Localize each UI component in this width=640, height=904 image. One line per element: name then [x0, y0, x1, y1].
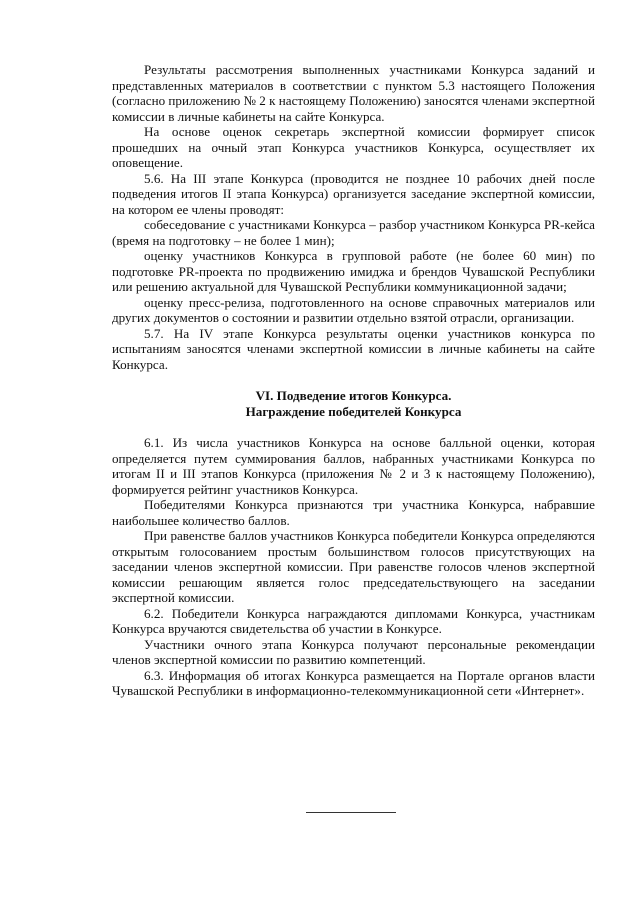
paragraph-stage-4: 5.7. На IV этапе Конкурса результаты оценки участников конкурса по испытаниям заносятся членами экспертной комиссии в личные кабинеты на сайте Конкурса.: [112, 325, 595, 372]
section-heading-line1: VI. Подведение итогов Конкурса.: [255, 388, 452, 403]
paragraph-diplomas: 6.2. Победители Конкурса награждаются дипломами Конкурса, участникам Конкурса вручаются свидетельства об участии в Конкурсе.: [112, 605, 595, 636]
paragraph-rating: 6.1. Из числа участников Конкурса на основе балльной оценки, которая определяется путем суммирования баллов, набранных участниками Конкурса по итогам II и III этапов Конкурса (приложения № 2 и 3 к настоящему Положению), формируется рейтинг участников Конкурса.: [112, 435, 595, 497]
paragraph-winners: Победителями Конкурса признаются три участника Конкурса, набравшие наибольшее количество баллов.: [112, 497, 595, 528]
section-heading: [112, 388, 595, 419]
paragraph-press-release: оценку пресс-релиза, подготовленного на основе справочных материалов или других документов о состоянии и развитии отдельно взятой отрасли, организации.: [112, 294, 595, 325]
paragraph-interview: собеседование с участниками Конкурса – разбор участником Конкурса PR-кейса (время на подготовку – не более 1 мин);: [112, 217, 595, 248]
end-divider-line: [306, 812, 396, 813]
paragraph-secretary-list: На основе оценок секретарь экспертной комиссии формирует список прошедших на очный этап Конкурса участников Конкурса, осуществляет их оповещение.: [112, 124, 595, 170]
paragraph-stage-3: 5.6. На III этапе Конкурса (проводится не позднее 10 рабочих дней после подведения итогов II этапа Конкурса) организуется заседание экспертной комиссии, на котором ее члены проводят:: [112, 170, 595, 217]
paragraph-recommendations: Участники очного этапа Конкурса получают персональные рекомендации членов экспертной комиссии по развитию компетенций.: [112, 636, 595, 667]
paragraph-review-results: Результаты рассмотрения выполненных участниками Конкурса заданий и представленных материалов в соответствии с пунктом 5.3 настоящего Положения (согласно приложению № 2 к настоящему Положению) заносятся членами экспертной комиссии в личные кабинеты на сайте Конкурса.: [112, 62, 595, 124]
section-heading-line2: Награждение победителей Конкурса: [245, 403, 462, 419]
document-page: [112, 62, 595, 699]
paragraph-tie-break: При равенстве баллов участников Конкурса победители Конкурса определяются открытым голосованием простым большинством голосов присутствующих на заседании членов экспертной комиссии. При равенстве голосов членов экспертной комиссии решающим является голос председательствующего на заседании экспертной комиссии.: [112, 528, 595, 605]
paragraph-group-work: оценку участников Конкурса в групповой работе (не более 60 мин) по подготовке PR-проекта по продвижению имиджа и брендов Чувашской Республики или решению актуальной для Чувашской Республики коммуникационной задачи;: [112, 248, 595, 294]
paragraph-publication: 6.3. Информация об итогах Конкурса размещается на Портале органов власти Чувашской Республики в информационно-телекоммуникационной сети «Интернет».: [112, 667, 595, 698]
